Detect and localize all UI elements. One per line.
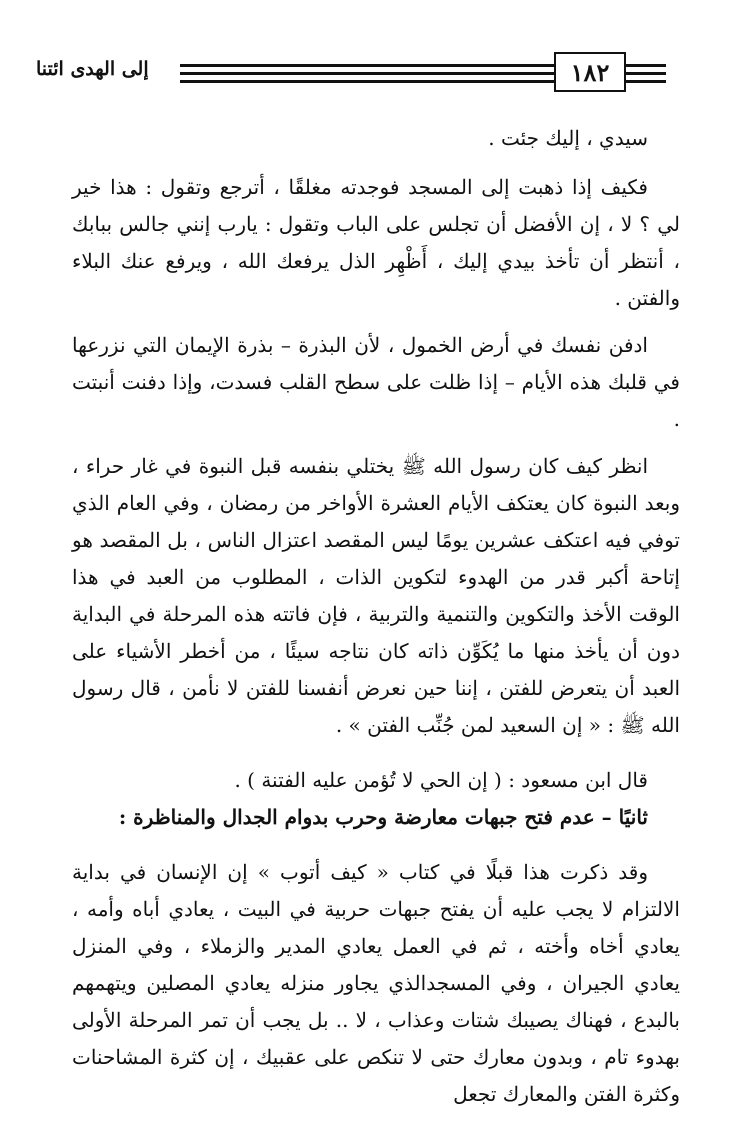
- page-header: [30, 50, 710, 98]
- page-number: ١٨٢: [554, 52, 626, 92]
- header-rule: [180, 80, 556, 83]
- header-rule: [180, 64, 556, 67]
- paragraph: فكيف إذا ذهبت إلى المسجد فوجدته مغلقًا ، أترجع وتقول : هذا خير لي ؟ لا ، إن الأفضل أن تجلس على الباب وتقول : يارب إنني جالس ببابك ، أنتظر أن تأخذ بيدي إليك ، أَظْهِر الذل يرفعك الله ، ويرفع عنك البلاء والفتن .: [72, 175, 680, 310]
- paragraph: سيدي ، إليك جئت .: [488, 126, 648, 150]
- header-rule: [626, 80, 666, 83]
- section-heading: ثانيًا – عدم فتح جبهات معارضة وحرب بدوام الجدال والمناظرة :: [118, 805, 648, 829]
- paragraph: انظر كيف كان رسول الله ﷺ يختلي بنفسه قبل النبوة في غار حراء ، وبعد النبوة كان يعتكف الأيام العشرة الأواخر من رمضان ، وفي العام الذي توفي فيه اعتكف عشرين يومًا ليس المقصد اعتزال الناس ، بل المقصد هو إتاحة أكبر قدر من الهدوء لتكوين الذات ، المطلوب من العبد في هذا الوقت الأخذ والتكوين والتنمية والتربية ، فإن فاتته هذه المرحلة في البداية دون أن يأخذ منها ما يُكَوِّن ذاته كان نتاجه سيئًا ، من أخطر الأشياء على العبد أن يتعرض للفتن ، إننا حين نعرض أنفسنا للفتن لا نأمن ، قال رسول الله ﷺ : « إن السعيد لمن جُنِّب الفتن » .: [72, 454, 680, 737]
- header-rule: [626, 72, 666, 75]
- page-body: [72, 120, 680, 1123]
- paragraph: ادفن نفسك في أرض الخمول ، لأن البذرة – بذرة الإيمان التي نزرعها في قلبك هذه الأيام – إذا ظلت على سطح القلب فسدت، وإذا دفنت أنبتت .: [72, 333, 680, 431]
- header-rule: [626, 64, 666, 67]
- quote-line: قال ابن مسعود : ( إن الحي لا تُؤمن عليه الفتنة ) .: [234, 768, 648, 792]
- book-title: إلى الهدى ائتنا: [36, 58, 149, 80]
- paragraph: وقد ذكرت هذا قبلًا في كتاب « كيف أتوب » إن الإنسان في بداية الالتزام لا يجب عليه أن يفتح جبهات حربية في البيت ، يعادي أباه وأمه ، يعادي أخاه وأخته ، ثم في العمل يعادي المدير والزملاء ، وفي المنزل يعادي الجيران ، وفي المسجدالذي يجاور منزله يعادي المصلين ويتهمهم بالبدع ، فهناك يصيبك شتات وعذاب ، لا .. بل يجب أن تمر المرحلة الأولى بهدوء تام ، وبدون معارك حتى لا تنكص على عقبيك ، إن كثرة المشاحنات وكثرة الفتن والمعارك تجعل: [72, 860, 681, 1106]
- header-rule: [180, 72, 556, 75]
